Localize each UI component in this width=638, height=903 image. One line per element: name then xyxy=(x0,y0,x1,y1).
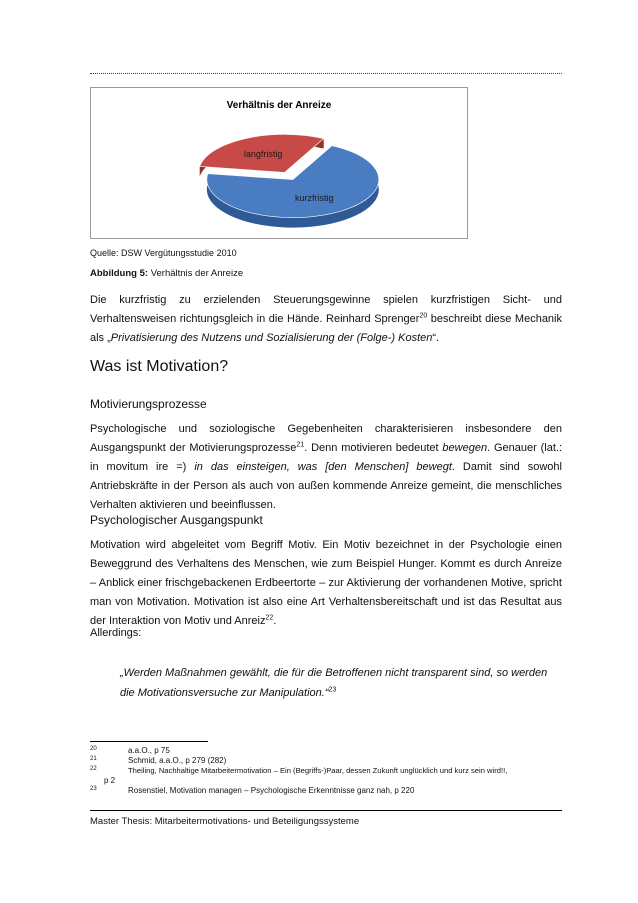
block-quote: „Werden Maßnahmen gewählt, die für die Betroffenen nicht transparent sind, so werden die Motivationsversuche zur Manipulation.“$^{23}$ xyxy=(120,667,548,699)
pie-label-langfristig: langfristig xyxy=(243,148,283,159)
figure-caption xyxy=(90,268,243,279)
footnote-ref-22[interactable]: 22 xyxy=(265,614,274,622)
figure-caption-label: Abbildung 5: xyxy=(90,268,149,279)
figure-caption-text: Verhältnis der Anreize xyxy=(150,268,244,279)
paragraph-steuerung: Die kurzfristig zu erzielenden Steuerungsgewinne spielen kurzfristigen Sicht- und Verhaltensweisen richtungsgleich in die Hände. Reinhard Sprenger$^{20}$ beschreibt diese Mechanik als „Privatisierung des Nutzens und Sozialisierung der (Folge-) Kosten“. xyxy=(90,294,562,344)
heading-psychologischer-ausgangspunkt: Psychologischer Ausgangspunkt xyxy=(90,513,263,527)
chart-title: Verhältnis der Anreize xyxy=(226,100,332,111)
footer-rule xyxy=(90,810,562,811)
footer-text: Master Thesis: Mitarbeitermotivations- und Beteiligungssysteme xyxy=(90,816,360,827)
pie-chart-canvas xyxy=(91,88,467,238)
footnote-ref-23[interactable]: 23 xyxy=(328,686,337,694)
figure-source: Quelle: DSW Vergütungsstudie 2010 xyxy=(90,248,237,258)
footnote-ref-21[interactable]: 21 xyxy=(296,441,305,449)
heading-was-ist-motivation: Was ist Motivation? xyxy=(90,358,229,375)
header-dotted-rule xyxy=(90,73,562,74)
paragraph-motivierungsprozesse: Psychologische und soziologische Gegebenheiten charakterisieren insbesondere den Ausgangspunkt der Motivierungsprozesse$^{21}$. Denn motivieren bedeutet bewegen. Genauer (lat.: in movitum ire =) in das einsteigen, was [den Menschen] bewegt. Damit sind sowohl Antriebskräfte in der Person als auch von außen kommende Anreize gemeint, die menschliches Verhalten aktivieren und beeinflussen. xyxy=(90,423,562,511)
footnote-ref-20[interactable]: 20 xyxy=(419,312,428,320)
paragraph-ausgangspunkt: Motivation wird abgeleitet vom Begriff Motiv. Ein Motiv bezeichnet in der Psychologie einen Beweggrund des Verhaltens des Menschen, wie zum Beispiel Hunger. Kommt es durch Anreize – Anblick einer frischgebackenen Erdbeertorte – zur Aktivierung der vorhandenen Motive, spricht man von Motivation. Motivation ist also eine Art Verhaltensbereitschaft und ist das Resultat aus der Interaktion von Motiv und Anreiz$^{22}$. xyxy=(90,539,562,627)
pie-label-kurzfristig: kurzfristig xyxy=(295,193,334,204)
allerdings-text: Allerdings: xyxy=(90,627,142,639)
pie-chart xyxy=(90,87,468,239)
heading-motivierungsprozesse: Motivierungsprozesse xyxy=(90,397,207,411)
footnote-separator xyxy=(90,741,208,742)
